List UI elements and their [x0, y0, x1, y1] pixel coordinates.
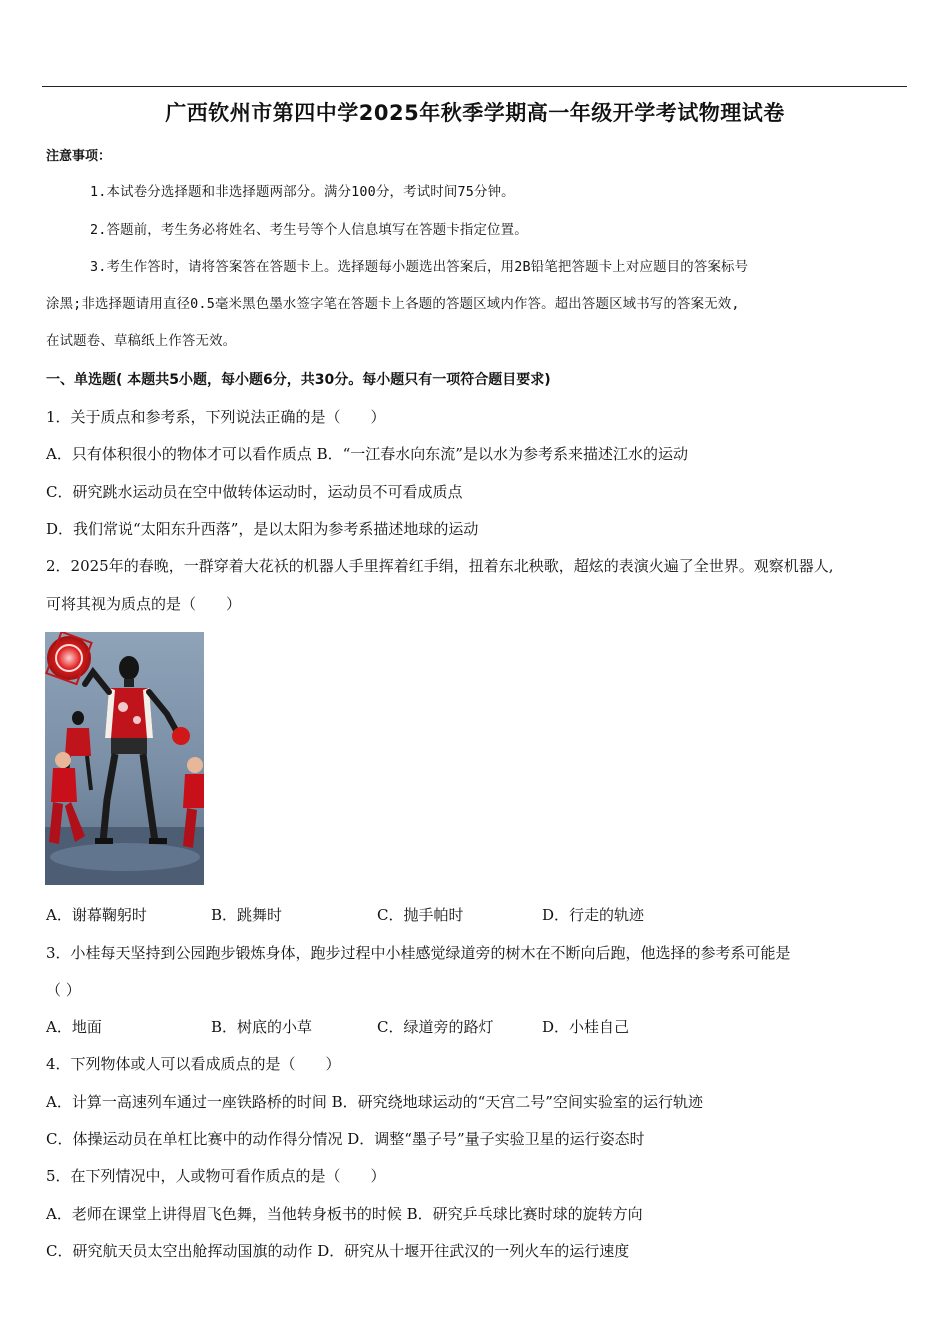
q5-option-line-ab: A．老师在课堂上讲得眉飞色舞，当他转身板书的时候 B．研究乒乓球比赛时球的旋转方向 [46, 1205, 643, 1223]
notice-item-2: 2.答题前，考生务必将姓名、考生号等个人信息填写在答题卡指定位置。 [90, 223, 528, 238]
q2-stem-line-1: 2．2025年的春晚，一群穿着大花袄的机器人手里挥着红手绢，扭着东北秧歌，超炫的表演火遍了全世界。观察机器人, [46, 557, 834, 575]
q5-option-line-cd: C．研究航天员太空出舱挥动国旗的动作 D．研究从十堰开往武汉的一列火车的运行速度 [46, 1242, 630, 1260]
q1-option-line-ab: A．只有体积很小的物体才可以看作质点 B．“一江春水向东流”是以水为参考系来描述江水的运动 [46, 445, 688, 463]
q1-option-c: C．研究跳水运动员在空中做转体运动时，运动员不可看成质点 [46, 483, 463, 501]
q3-option-a: A．地面 [46, 1018, 102, 1036]
q3-stem-line-2: （ ） [46, 981, 81, 999]
q2-option-d: D．行走的轨迹 [542, 906, 645, 924]
section-heading-single-choice: 一、单选题( 本题共5小题，每小题6分，共30分。每小题只有一项符合题目要求) [46, 372, 551, 388]
q5-stem: 5．在下列情况中，人或物可看作质点的是（ ） [46, 1167, 386, 1185]
q3-option-b: B．树底的小草 [211, 1018, 313, 1036]
notice-heading: 注意事项： [46, 149, 112, 164]
q2-option-c: C．抛手帕时 [377, 906, 464, 924]
header-rule [42, 86, 907, 87]
notice-item-3-cont-2: 在试题卷、草稿纸上作答无效。 [46, 334, 237, 349]
q3-stem-line-1: 3．小桂每天坚持到公园跑步锻炼身体，跑步过程中小桂感觉绿道旁的树木在不断向后跑，他选择的参考系可能是 [46, 944, 791, 962]
notice-item-1: 1.本试卷分选择题和非选择题两部分。满分100分，考试时间75分钟。 [90, 185, 515, 200]
robot-dance-photo [45, 632, 204, 885]
exam-title: 广西钦州市第四中学2025年秋季学期高一年级开学考试物理试卷 [165, 101, 785, 125]
q2-option-a: A．谢幕鞠躬时 [46, 906, 147, 924]
q4-stem: 4．下列物体或人可以看成质点的是（ ） [46, 1055, 341, 1073]
q3-option-d: D．小桂自己 [542, 1018, 630, 1036]
notice-item-3-cont-1: 涂黑;非选择题请用直径0.5毫米黑色墨水签字笔在答题卡上各题的答题区域内作答。超出答题区域书写的答案无效, [46, 297, 740, 312]
q3-option-c: C．绿道旁的路灯 [377, 1018, 494, 1036]
q1-option-d: D．我们常说“太阳东升西落”，是以太阳为参考系描述地球的运动 [46, 520, 479, 538]
q4-option-line-cd: C．体操运动员在单杠比赛中的动作得分情况 D．调整“墨子号”量子实验卫星的运行姿态时 [46, 1130, 645, 1148]
q2-option-b: B．跳舞时 [211, 906, 283, 924]
q1-stem: 1．关于质点和参考系，下列说法正确的是（ ） [46, 408, 386, 426]
q2-stem-line-2: 可将其视为质点的是（ ） [46, 595, 242, 613]
q4-option-line-ab: A．计算一高速列车通过一座铁路桥的时间 B．研究绕地球运动的“天宫二号”空间实验室的运行轨迹 [46, 1093, 703, 1111]
notice-item-3: 3.考生作答时，请将答案答在答题卡上。选择题每小题选出答案后，用2B铅笔把答题卡上对应题目的答案标号 [90, 260, 749, 275]
